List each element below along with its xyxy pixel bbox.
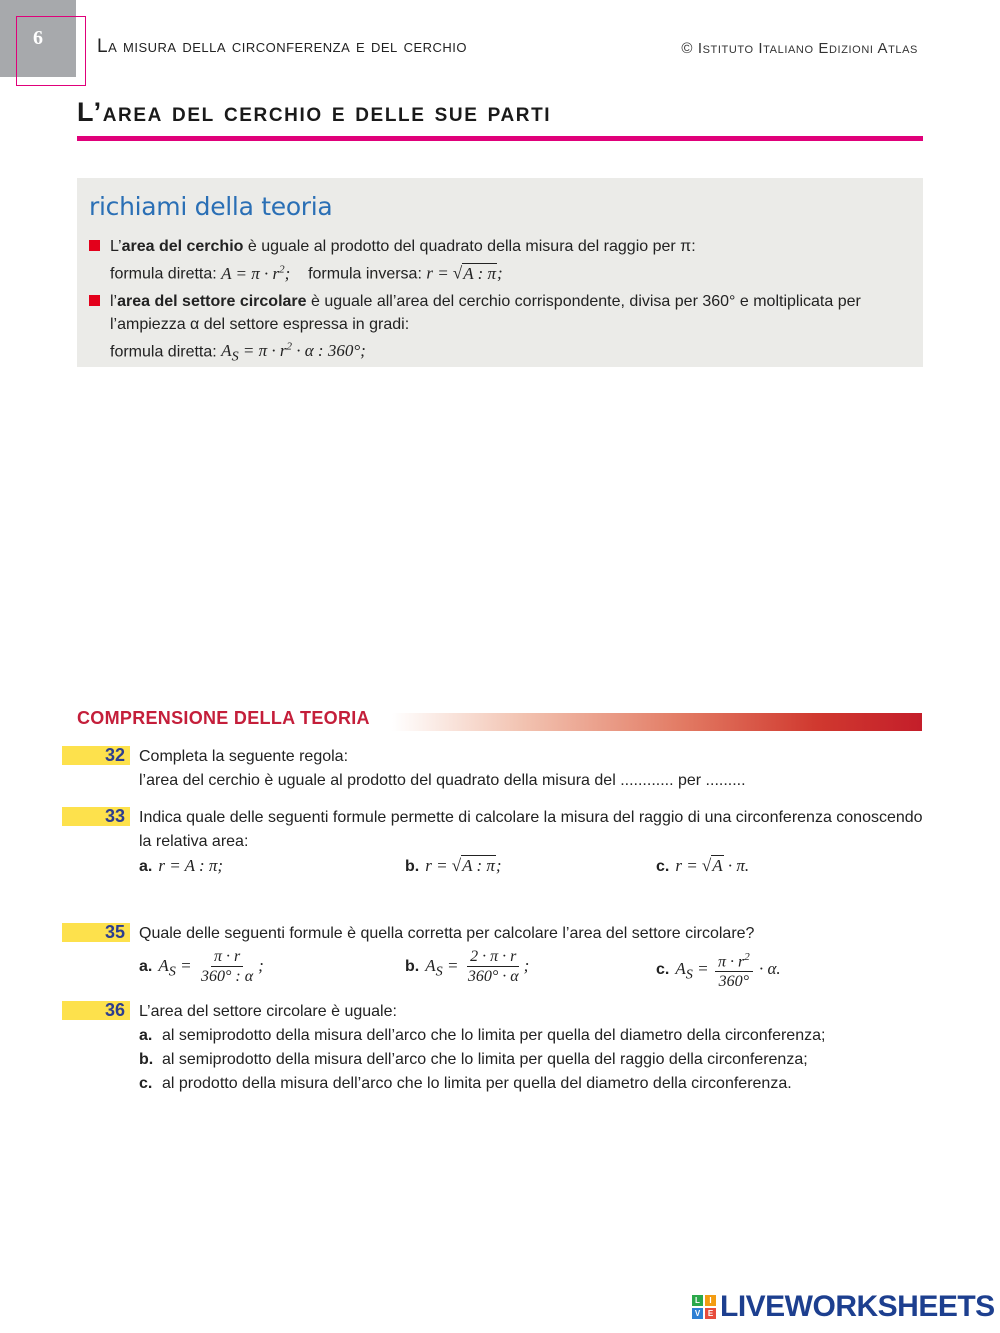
option-lhs: $A_S$ =	[675, 958, 709, 983]
item1-prefix: L’	[110, 238, 122, 255]
ex35-text: Quale delle seguenti formule è quella corretta per calcolare l’area del settore circolare?	[139, 925, 755, 942]
exercise-33	[62, 806, 924, 880]
ex35-option-b[interactable]	[405, 948, 529, 986]
option-letter: b.	[139, 1051, 154, 1068]
ex33-option-b[interactable]	[405, 854, 502, 879]
ex32-line2: l’area del cerchio è uguale al prodotto del quadrato della misura del ............ per .........	[139, 772, 746, 789]
option-text: al semiprodotto della misura dell’arco che lo limita per quella del raggio della circonferenza;	[162, 1051, 808, 1068]
exercise-36	[62, 1000, 924, 1096]
theory-item-sector-area	[89, 290, 913, 369]
copyright: © Istituto Italiano Edizioni Atlas	[681, 40, 918, 57]
item1-bold: area del cerchio	[121, 238, 244, 255]
item1-inverse-formula: r = √A : π;	[426, 263, 503, 283]
page-number: 6	[0, 0, 76, 77]
option-end: · α.	[754, 958, 781, 978]
exercise-number: 32	[62, 746, 130, 765]
item2-bold: area del settore circolare	[117, 292, 307, 310]
option-text: al semiprodotto della misura dell’arco che lo limita per quella del diametro della circonferenza;	[162, 1027, 826, 1044]
item2-direct-label: formula diretta:	[110, 343, 217, 361]
option-letter: b.	[405, 958, 420, 976]
heading-gradient-bar	[392, 713, 922, 731]
logo-text: LIVEWORKSHEETS	[720, 1290, 995, 1323]
option-lhs: $A_S$ =	[425, 956, 459, 980]
theory-heading: richiami della teoria	[89, 192, 333, 221]
item1-direct-formula: $A = \pi \cdot r^2$;	[221, 263, 291, 283]
option-end: ;	[523, 956, 530, 976]
exercise-number: 33	[62, 807, 130, 826]
item2-formula: $A_S = \pi \cdot r^2 \cdot \alpha$ : 360°;	[221, 340, 366, 365]
option-fraction: $\frac{2 \cdot \pi \cdot r}{360^\circ \cdot \alpha}$	[467, 948, 519, 985]
item2-prefix: l’	[110, 292, 118, 310]
ex33-option-c[interactable]	[656, 854, 749, 879]
ex33-options	[139, 854, 924, 880]
comprehension-heading: COMPRENSIONE DELLA TEORIA	[77, 708, 370, 728]
red-square-bullet-icon	[89, 240, 100, 251]
ex35-option-c[interactable]	[656, 948, 781, 991]
running-head: La misura della circonferenza e del cerchio	[97, 36, 468, 57]
option-letter: a.	[139, 1027, 153, 1044]
option-lhs: $A_S$ =	[158, 956, 192, 980]
option-letter: b.	[405, 858, 420, 875]
option-letter: a.	[139, 958, 153, 976]
item2-text: è uguale all’area del cerchio corrispondente, divisa per 360° e moltiplicata per l’ampiezza α del settore espressa in gradi:	[110, 292, 861, 333]
exercise-35	[62, 922, 924, 994]
section-title: L’area del cerchio e delle sue parti	[77, 97, 552, 127]
option-formula: r = √A : π;	[425, 856, 502, 875]
option-text: al prodotto della misura dell’arco che lo limita per quella del diametro della circonferenza.	[162, 1075, 792, 1092]
option-formula: r = A : π;	[158, 856, 224, 875]
option-fraction: $\frac{\pi \cdot r}{360^\circ : \alpha}$	[201, 948, 254, 985]
ex33-text: Indica quale delle seguenti formule permette di calcolare la misura del raggio di una circonferenza conoscendo la relativa area:	[139, 809, 923, 850]
exercise-number: 36	[62, 1001, 130, 1020]
item1-inverse-label: formula inversa:	[308, 265, 422, 283]
page-number-frame	[16, 16, 86, 86]
liveworksheets-logo[interactable]	[692, 1290, 995, 1324]
theory-box	[77, 178, 923, 367]
ex35-option-a[interactable]	[139, 948, 264, 986]
option-letter: c.	[139, 1075, 153, 1092]
ex35-options	[139, 948, 924, 994]
option-letter: a.	[139, 858, 153, 875]
ex32-line1: Completa la seguente regola:	[139, 748, 349, 765]
exercise-32	[62, 745, 924, 793]
option-letter: c.	[656, 858, 670, 875]
option-fraction: $\frac{\pi \cdot r^2}{360^\circ}$	[715, 948, 753, 991]
exercise-number: 35	[62, 923, 130, 942]
logo-grid-icon: L I V E	[692, 1295, 716, 1319]
item1-direct-label: formula diretta:	[110, 265, 217, 283]
option-end: ;	[258, 956, 264, 976]
ex36-option-c[interactable]	[139, 1072, 924, 1096]
ex36-option-a[interactable]	[139, 1024, 924, 1048]
title-rule	[77, 136, 923, 141]
ex36-text: L’area del settore circolare è uguale:	[139, 1003, 397, 1020]
theory-item-circle-area	[89, 235, 913, 286]
red-square-bullet-icon	[89, 295, 100, 306]
ex33-option-a[interactable]	[139, 854, 223, 879]
option-letter: c.	[656, 960, 670, 978]
option-formula: r = √A · π.	[675, 856, 750, 875]
ex36-option-b[interactable]	[139, 1048, 924, 1072]
item1-text: è uguale al prodotto del quadrato della misura del raggio per π:	[243, 238, 696, 255]
